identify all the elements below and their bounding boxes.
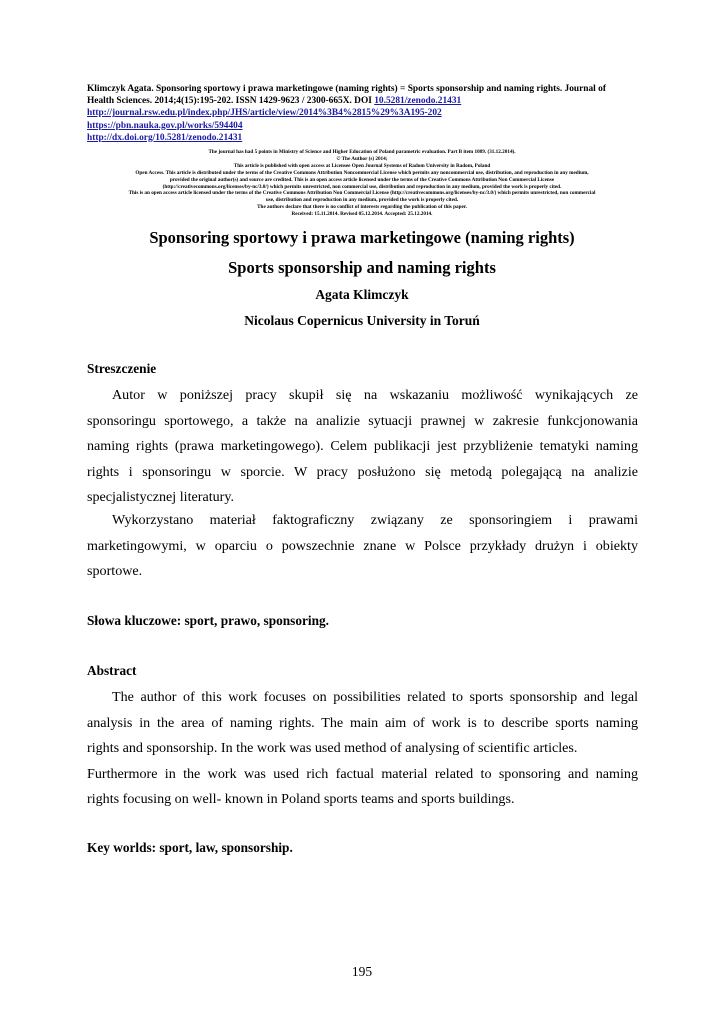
streszczenie-paragraph-1	[87, 383, 638, 511]
notice-line: © The Author (s) 2014;	[336, 155, 388, 162]
notice-line: (http://creativecommons.org/licenses/by-nc/3.0/) which permits unrestricted, non commercial use, distribution and reproduction in any medium, provided the work is properly cited.	[162, 183, 562, 190]
text-line: naming rights (prawa marketingowego). Celem publikacji jest przybliżenie tematyki naming	[87, 438, 638, 455]
pbn-link[interactable]: https://pbn.nauka.gov.pl/works/594404	[87, 120, 243, 131]
journal-url-link[interactable]: http://journal.rsw.edu.pl/index.php/JHS/article/view/2014%3B4%2815%29%3A195-202	[87, 108, 442, 119]
text-line: rights i sponsoringu w sporcie. W pracy posłużono się metodą polegającą na analizie	[87, 463, 638, 480]
doi-link[interactable]: 10.5281/zenodo.21431	[374, 96, 462, 107]
author-name: Agata Klimczyk	[315, 287, 409, 302]
author-affiliation: Nicolaus Copernicus University in Toruń	[244, 313, 480, 328]
page-number: 195	[351, 964, 373, 979]
text-line: sponsoringu sportowego, a także na analizie sytuacji prawnej w zakresie funkcjonowania	[87, 412, 638, 429]
notice-line: This is an open access article licensed under the terms of the Creative Commons Attribution Non Commercial License (http://creativecommons.org/licenses/by-nc/3.0/) which permits unrestricted, non commercial	[128, 190, 596, 197]
notice-line: This article is published with open access at Licensee Open Journal Systems of Radom University in Radom, Poland	[233, 162, 491, 169]
paper-title-english: Sports sponsorship and naming rights	[228, 258, 496, 277]
text-line: rights and sponsorship. In the work was used method of analysing of scientific articles.	[87, 740, 578, 757]
citation-block	[87, 83, 639, 144]
notice-line: The authors declare that there is no conflict of interests regarding the publication of this paper.	[257, 204, 467, 211]
dx-doi-link[interactable]: http://dx.doi.org/10.5281/zenodo.21431	[87, 132, 243, 143]
abstract-paragraph	[87, 685, 638, 813]
paper-title-polish: Sponsoring sportowy i prawa marketingowe (naming rights)	[149, 228, 575, 247]
text-line: specjalistycznej literatury.	[87, 489, 235, 506]
notice-line: provided the original author(s) and source are credited. This is an open access article licensed under the terms of the Creative Commons Attribution Non Commercial License	[169, 176, 555, 183]
notice-line: Open Access. This article is distributed under the terms of the Creative Commons Attribution Noncommercial License which permits any noncommercial use, distribution, and reproduction in any medium,	[135, 169, 589, 176]
text-line: The author of this work focuses on possibilities related to sports sponsorship and legal	[112, 689, 638, 705]
streszczenie-heading: Streszczenie	[87, 361, 157, 376]
text-line: marketingowymi, w oparciu o powszechnie znane w Polsce przykłady drużyn i obiekty	[87, 537, 638, 554]
text-line: Autor w poniższej pracy skupił się na wskazaniu możliwość wynikających ze	[112, 387, 638, 403]
text-line: rights focusing on well- known in Poland sports teams and sports buildings.	[87, 791, 515, 808]
text-line: analysis in the area of naming rights. The main aim of work is to describe sports naming	[87, 714, 638, 731]
notice-line: Received: 15.11.2014. Revised 05.12.2014. Accepted: 25.12.2014.	[291, 211, 433, 218]
abstract-heading: Abstract	[87, 663, 137, 678]
citation-line: Health Sciences. 2014;4(15):195-202. ISSN 1429-9623 / 2300-665X. DOI 10.5281/zenodo.21431	[87, 96, 462, 107]
notice-line: use, distribution and reproduction in any medium, provided the work is properly cited.	[265, 197, 459, 204]
text-line: Furthermore in the work was used rich factual material related to sponsoring and naming	[87, 765, 638, 782]
citation-line: Klimczyk Agata. Sponsoring sportowy i prawa marketingowe (naming rights) = Sports sponsorship and naming rights. Journal of	[87, 84, 606, 94]
streszczenie-paragraph-2	[87, 508, 638, 585]
keywords-polish: Słowa kluczowe: sport, prawo, sponsoring.	[87, 613, 329, 628]
text-line: sportowe.	[87, 563, 143, 580]
notice-line: The journal has had 5 points in Ministry of Science and Higher Education of Poland parametric evaluation. Part B item 1089. (31.12.2014).	[208, 149, 516, 155]
license-notice	[70, 149, 654, 218]
text-line: Wykorzystano materiał faktograficzny związany ze sponsoringiem i prawami	[112, 512, 638, 528]
keywords-english: Key worlds: sport, law, sponsorship.	[87, 840, 293, 855]
